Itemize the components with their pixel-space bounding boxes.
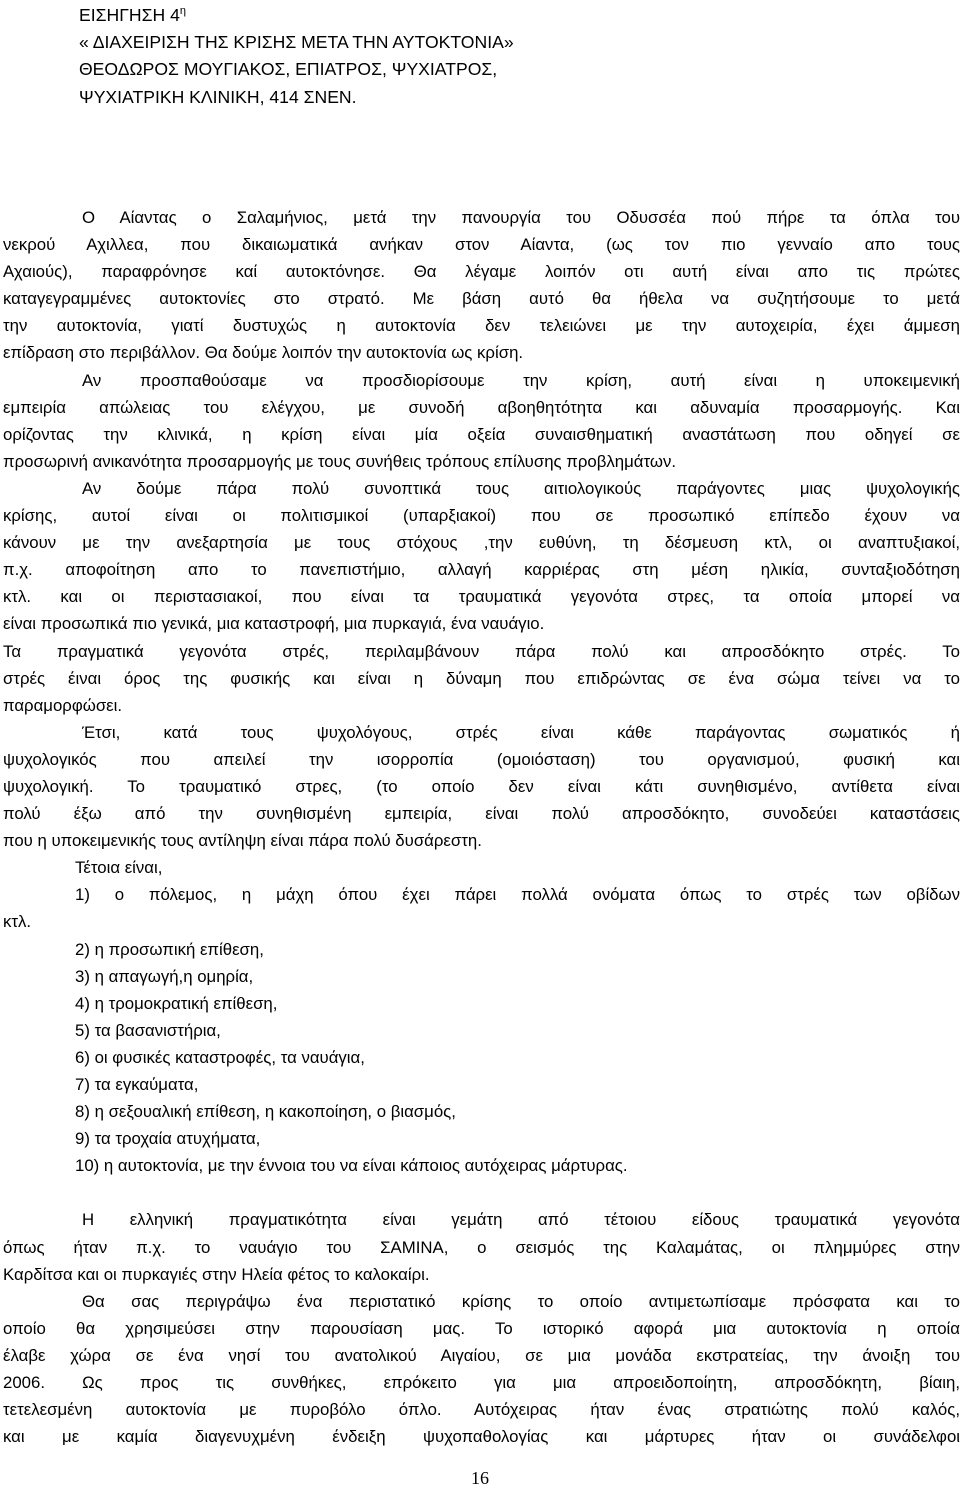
body-line: Τα πραγματικά γεγονότα στρές, περιλαμβάνουν πάρα πολύ και απροσδόκητο στρές. Το — [3, 641, 960, 661]
body-line: καταγεγραμμένες αυτοκτονίες στο στρατό. Με βάση αυτό θα ήθελα να συζητήσουμε το μετά — [3, 289, 960, 309]
body-line: προσωρινή ανικανότητα προσαρμογής με τους συνήθεις τρόπους επίλυσης προβλημάτων. — [3, 451, 677, 471]
list-item: 3) η απαγωγή,η ομηρία, — [75, 966, 254, 986]
body-line: Αν δούμε πάρα πολύ συνοπτικά τους αιτιολογικούς παράγοντες μιας ψυχολογικής — [82, 478, 960, 498]
list-item: 6) οι φυσικές καταστροφές, τα ναυάγια, — [75, 1047, 365, 1067]
body-line: εμπειρία απώλειας του ελέγχου, με συνοδή αβοηθητότητα και αδυναμία προσαρμογής. Και — [3, 397, 960, 417]
list-item: 9) τα τροχαία ατυχήματα, — [75, 1129, 261, 1149]
body-line: κρίσης, αυτοί είναι οι πολιτισμικοί (υπαρξιακοί) που σε προσωπικό επίπεδο έχουν να — [3, 506, 960, 526]
body-line: πολύ έξω από την συνηθισμένη εμπειρία, είναι πολύ απροσδόκητο, συνοδεύει καταστάσεις — [3, 804, 960, 824]
body-line: νεκρού Αχιλλεα, που δικαιωματικά ανήκαν στον Αίαντα, (ως τον πιο γενναίο απο τους — [3, 235, 960, 255]
body-line: Έτσι, κατά τους ψυχολόγους, στρές είναι κάθε παράγοντας σωματικός ή — [82, 722, 960, 742]
affiliation-line: ΨΥΧΙΑΤΡΙΚΗ ΚΛΙΝΙΚΗ, 414 ΣΝΕΝ. — [79, 86, 357, 107]
document-header — [79, 2, 939, 111]
body-line: στρές έιναι όρος της φυσικής και είναι η δύναμη που επιδρώντας σε ένα σώμα τείνει να το — [3, 668, 960, 688]
blank-line — [3, 1179, 960, 1206]
list-item-continuation: κτλ. — [3, 912, 32, 932]
body-line: Αχαιούς), παραφρόνησε καί αυτοκτόνησε. Θα λέγαμε λοιπόν οτι αυτή είναι απο τις πρώτες — [3, 262, 960, 282]
list-item: 10) η αυτοκτονία, με την έννοια του να είναι κάποιος αυτόχειρας μάρτυρας. — [75, 1156, 628, 1176]
body-line: την αυτοκτονία, γιατί δυστυχώς η αυτοκτονία δεν τελειώνει με την αυτοχειρία, έχει άμμεση — [3, 316, 960, 336]
list-item: 1) ο πόλεμος, η μάχη όπου έχει πάρει πολλά ονόματα όπως το στρές των οβίδων — [75, 885, 960, 905]
body-line: παραμορφώσει. — [3, 695, 123, 715]
body-line: επίδραση στο περιβάλλον. Θα δούμε λοιπόν την αυτοκτονία ως κρίση. — [3, 343, 524, 363]
presentation-title — [79, 2, 939, 29]
title-text: ΕΙΣΗΓΗΣΗ 4 — [79, 5, 180, 25]
body-line: ψυχολογική. Το τραυματικό στρες, (το οποίο δεν είναι κάτι συνηθισμένο, αντίθετα είναι — [3, 776, 960, 796]
body-line: Αν προσπαθούσαμε να προσδιορίσουμε την κρίση, αυτή είναι η υποκειμενική — [82, 370, 960, 390]
author-line: ΘΕΟΔΩΡΟΣ ΜΟΥΓΙΑΚΟΣ, ΕΠΙΑΤΡΟΣ, ΨΥΧΙΑΤΡΟΣ, — [79, 59, 498, 80]
body-line: Θα σας περιγράψω ένα περιστατικό κρίσης το οποίο αντιμετωπίσαμε πρόσφατα και το — [82, 1291, 960, 1311]
body-line: κτλ. και οι περιστασιακοί, που είναι τα τραυματικά γεγονότα στρες, τα οποία μπορεί να — [3, 587, 960, 607]
list-item: 5) τα βασανιστήρια, — [75, 1020, 221, 1040]
title-superscript: η — [179, 5, 186, 17]
body-line: τετελεσμένη αυτοκτονία με πυροβόλο όπλο. Αυτόχειρας ήταν ένας στρατιώτης πολύ καλός, — [3, 1400, 960, 1420]
body-line: Η ελληνική πραγματικότητα είναι γεμάτη από τέτοιου είδους τραυματικά γεγονότα — [82, 1210, 960, 1230]
body-line: είναι προσωπικά πιο γενικά, μια καταστροφή, μια πυρκαγιά, ένα ναυάγιο. — [3, 614, 545, 634]
list-item: 8) η σεξουαλική επίθεση, η κακοποίηση, ο βιασμός, — [75, 1102, 456, 1122]
list-intro: Τέτοια είναι, — [75, 858, 163, 878]
list-item: 7) τα εγκαύματα, — [75, 1075, 199, 1094]
body-line: Καρδίτσα και οι πυρκαγιές στην Ηλεία φέτος το καλοκαίρι. — [3, 1264, 430, 1284]
list-item: 4) η τρομοκρατική επίθεση, — [75, 993, 278, 1013]
body-line: ορίζοντας την κλινικά, η κρίση είναι μία οξεία συναισθηματική αναστάτωση που οδηγεί σε — [3, 424, 960, 444]
body-line: και με καμία διαγενυχμένη ένδειξη ψυχοπαθολογίας και μάρτυρες ήταν οι συνάδελφοι — [3, 1427, 960, 1447]
page-number: 16 — [471, 1468, 489, 1488]
body-line: ψυχολογικός που απειλεί την ισορροπία (ομοιόσταση) του οργανισμού, φυσική και — [3, 749, 960, 769]
body-line: που η υποκειμενικής τους αντίληψη είναι πάρα πολύ δυσάρεστη. — [3, 831, 482, 851]
body-line: οποίο θα χρησιμεύσει στην παρουσίαση μας. Το ιστορικό αφορά μια αυτοκτονία η οποία — [3, 1318, 960, 1338]
body-line: Ο Αίαντας ο Σαλαμήνιος, μετά την πανουργία του Οδυσσέα πού πήρε τα όπλα του — [82, 208, 960, 227]
document-body — [3, 204, 960, 1450]
body-line: κάνουν με την ανεξαρτησία με τους στόχους ,την ευθύνη, τη δέσμευση κτλ, οι αναπτυξιακοί, — [3, 533, 960, 553]
body-line: π.χ. αποφοίτηση απο το πανεπιστήμιο, αλλαγή καρριέρας στη μέση ηλικία, συνταξιοδότηση — [3, 560, 960, 580]
body-line: όπως ήταν π.χ. το ναυάγιο του ΣΑΜΙΝΑ, ο σεισμός της Καλαμάτας, οι πλημμύρες στην — [3, 1237, 960, 1257]
list-item: 2) η προσωπική επίθεση, — [75, 939, 264, 959]
presentation-subject: « ΔΙΑΧΕΙΡΙΣΗ ΤΗΣ ΚΡΙΣΗΣ ΜΕΤΑ ΤΗΝ ΑΥΤΟΚΤΟΝΙΑ» — [79, 32, 514, 53]
body-line: 2006. Ως προς τις συνθήκες, επρόκειτο για μια απροειδοποίητη, απροσδόκητη, βίαιη, — [3, 1373, 960, 1393]
body-line: έλαβε χώρα σε ένα νησί του ανατολικού Αιγαίου, σε μια μονάδα εκστρατείας, την άνοιξη του — [3, 1345, 960, 1365]
